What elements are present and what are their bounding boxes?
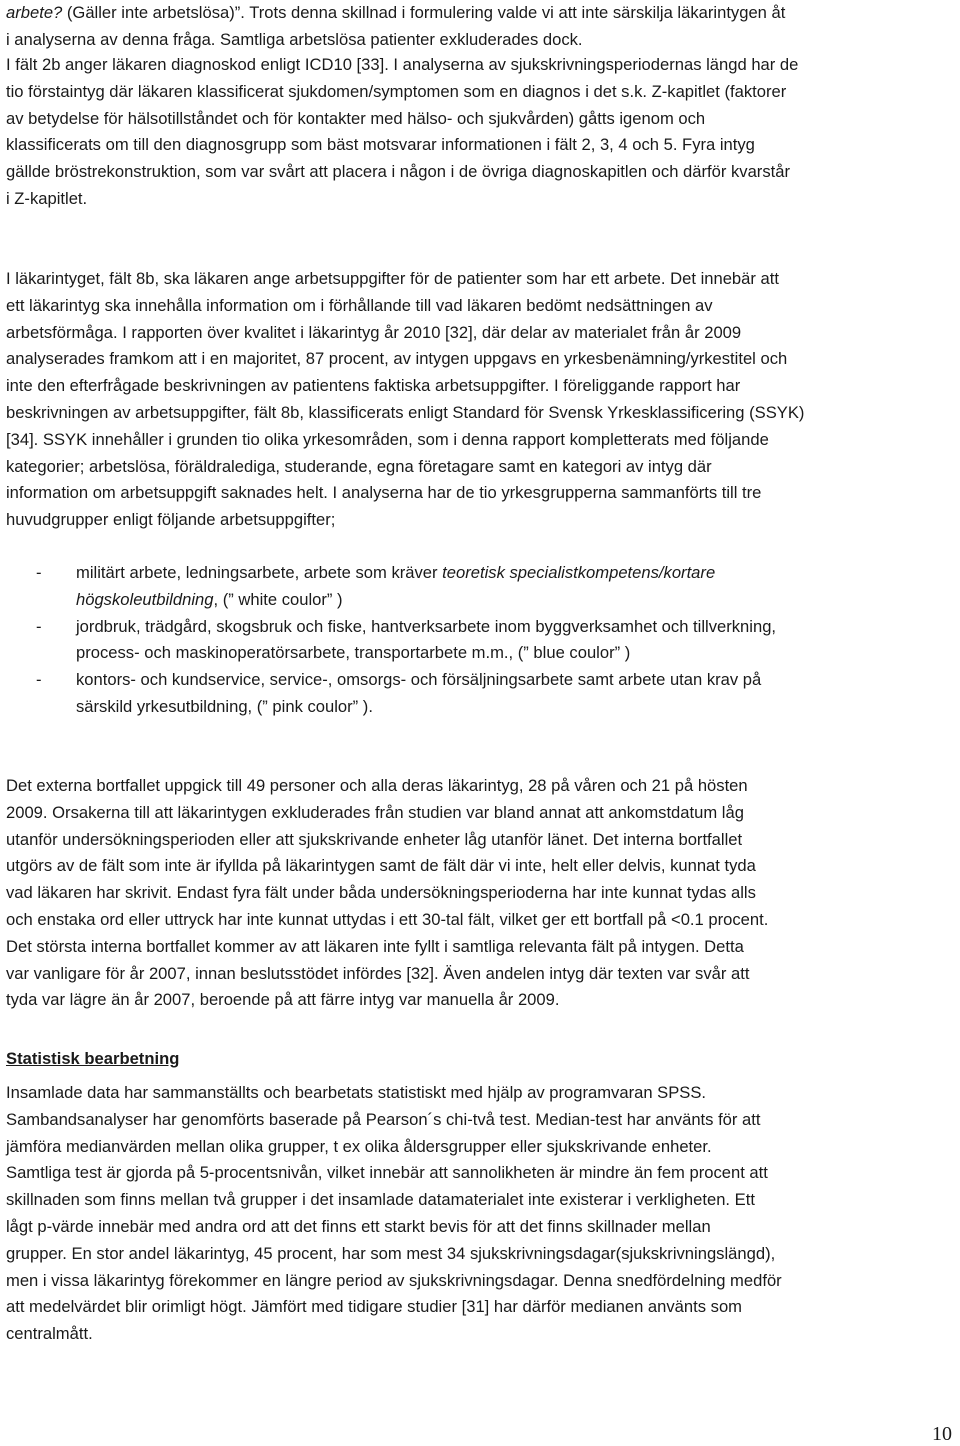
text-line: I läkarintyget, fält 8b, ska läkaren ange arbetsuppgifter för de patienter som har ett arbete. Det innebär att xyxy=(6,269,779,288)
text-line: gällde bröstrekonstruktion, som var svårt att placera i någon i de övriga diagnoskapitlen och därför kvarstår xyxy=(6,162,790,182)
text-line: process- och maskinoperatörsarbete, transportarbete m.m., (” blue coulor” ) xyxy=(76,643,631,663)
text-line xyxy=(76,560,956,587)
text-line: arbetsförmåga. I rapporten över kvalitet i läkarintyg år 2010 [32], där delar av materialet från år 2009 xyxy=(6,322,742,342)
text-line: utanför undersökningsperioden eller att sjukskrivande enheter låg utanför länet. Det interna bortfallet xyxy=(6,829,743,849)
text-line: Sambandsanalyser har genomförts baserade på Pearson´s chi-två test. Median-test har använts för att xyxy=(6,1109,761,1129)
paragraph-arbete-continuation xyxy=(6,0,958,54)
text-line: analyserades framkom att i en majoritet, 87 procent, av intygen uppgavs en yrkesbenämning/yrkestitel och xyxy=(6,349,788,369)
italic-fragment: arbete? xyxy=(6,3,63,22)
paragraph-statistik xyxy=(6,1080,958,1348)
text-line: att medelvärdet blir orimligt högt. Jämfört med tidigare studier [31] har därför medianen använts som xyxy=(6,1297,743,1317)
text-line: tyda var lägre än år 2007, beroende på att färre intyg var manuella år 2009. xyxy=(6,990,560,1010)
text-line: [34]. SSYK innehåller i grunden tio olika yrkesområden, som i denna rapport kompletterats med följande xyxy=(6,429,769,449)
bullet-list xyxy=(36,560,956,721)
text-line: särskild yrkesutbildning, (” pink coulor” ). xyxy=(76,696,373,716)
text-line: utgörs av de fält som inte är ifyllda på läkarintygen samt de fält där vi inte, helt eller delvis, kunnat tyda xyxy=(6,856,756,876)
text-line: av betydelse för hälsotillståndet och för kontakter med hälso- och sjukvården) gåtts igenom och xyxy=(6,108,706,128)
list-item xyxy=(36,667,956,721)
page-number: 10 xyxy=(932,1423,952,1445)
text-line: kategorier; arbetslösa, föräldralediga, studerande, egna företagare samt en kategori av intyg där xyxy=(6,456,712,476)
text-fragment: , (” white coulor” ) xyxy=(213,589,343,609)
text-line: jämföra medianvärden mellan olika grupper, t ex olika åldersgrupper eller sjukskrivande enheter. xyxy=(6,1136,712,1156)
text-line: klassificerats om till den diagnosgrupp som bäst motsvarar informationen i fält 2, 3, 4 och 5. Fyra intyg xyxy=(6,135,755,155)
text-fragment: militärt arbete, ledningsarbete, arbete som kräver xyxy=(76,563,443,582)
text-line: i analyserna av denna fråga. Samtliga arbetslösa patienter exkluderades dock. xyxy=(6,29,583,49)
bullet-dash: - xyxy=(36,616,42,636)
italic-fragment: teoretisk specialistkompetens/kortare xyxy=(442,563,716,582)
text-line: huvudgrupper enligt följande arbetsuppgifter; xyxy=(6,510,336,530)
text-line: lågt p-värde innebär med andra ord att det finns ett starkt bevis för att det finns skillnader mellan xyxy=(6,1216,711,1236)
italic-fragment: högskoleutbildning xyxy=(76,589,214,609)
heading-text: Statistisk bearbetning xyxy=(6,1049,180,1068)
text-line: kontors- och kundservice, service-, omsorgs- och försäljningsarbete samt arbete utan krav på xyxy=(76,670,762,690)
text-line: Det externa bortfallet uppgick till 49 personer och alla deras läkarintyg, 28 på våren och 21 på hösten xyxy=(6,776,748,795)
text-line: inte den efterfrågade beskrivningen av patientens faktiska arbetsuppgifter. I föreliggande rapport har xyxy=(6,376,741,396)
text-line: information om arbetsuppgift saknades helt. I analyserna har de tio yrkesgrupperna sammanförts till tre xyxy=(6,483,762,503)
text-line: i Z-kapitlet. xyxy=(6,188,88,208)
text-line: var vanligare för år 2007, innan beslutsstödet infördes [32]. Även andelen intyg där texten var svår att xyxy=(6,963,750,983)
list-item xyxy=(36,614,956,668)
text-line: centralmått. xyxy=(6,1324,93,1344)
text-line: men i vissa läkarintyg förekommer en längre period av sjukskrivningsdagar. Denna snedfördelning medför xyxy=(6,1270,782,1290)
text-line: ett läkarintyg ska innehålla information om i förhållande till vad läkaren bedömt nedsättningen av xyxy=(6,295,713,315)
text-line: Det största interna bortfallet kommer av att läkaren inte fyllt i samtliga relevanta fält på intygen. Detta xyxy=(6,936,744,956)
bullet-dash: - xyxy=(36,563,42,582)
text-line: och enstaka ord eller uttryck har inte kunnat uttydas i ett 30-tal fält, vilket ger ett bortfall på <0.1 procent. xyxy=(6,909,769,929)
text-line: vad läkaren har skrivit. Endast fyra fält under båda undersökningsperioderna har inte kunnat tydas alls xyxy=(6,883,756,903)
text-line: skillnaden som finns mellan två grupper i det insamlade datamaterialet inte existerar i verkligheten. Ett xyxy=(6,1190,755,1210)
list-item xyxy=(36,560,956,614)
text-line xyxy=(76,587,956,614)
text-line: Samtliga test är gjorda på 5-procentsnivån, vilket innebär att sannolikheten är mindre än fem procent att xyxy=(6,1163,768,1183)
text-line: beskrivningen av arbetsuppgifter, fält 8b, klassificerats enligt Standard för Svensk Yrkesklassificering (SSYK) xyxy=(6,402,805,422)
text-line: I fält 2b anger läkaren diagnoskod enligt ICD10 [33]. I analyserna av sjukskrivningsperiodernas längd har de xyxy=(6,55,799,74)
text-line: Insamlade data har sammanställts och bearbetats statistiskt med hjälp av programvaran SPSS. xyxy=(6,1083,707,1102)
text-line: jordbruk, trädgård, skogsbruk och fiske, hantverksarbete inom byggverksamhet och tillverkning, xyxy=(76,616,777,636)
text-line: grupper. En stor andel läkarintyg, 45 procent, har som mest 34 sjukskrivningsdagar(sjukskrivningslängd), xyxy=(6,1243,776,1263)
bullet-dash: - xyxy=(36,670,42,690)
paragraph-diagnoskod xyxy=(6,52,958,213)
text-line: tio förstaintyg där läkaren klassificerat sjukdomen/symptomen som en diagnos i det s.k. Z-kapitlet (faktorer xyxy=(6,81,787,101)
text-line: 2009. Orsakerna till att läkarintygen exkluderades från studien var bland annat att ankomstdatum låg xyxy=(6,802,744,822)
paragraph-arbetsuppgifter xyxy=(6,266,958,534)
text-line xyxy=(6,0,958,27)
paragraph-bortfall xyxy=(6,773,958,1014)
text-fragment: (Gäller inte arbetslösa)”. Trots denna skillnad i formulering valde vi att inte särskilja läkarintygen åt xyxy=(62,3,786,22)
section-heading xyxy=(6,1046,958,1073)
